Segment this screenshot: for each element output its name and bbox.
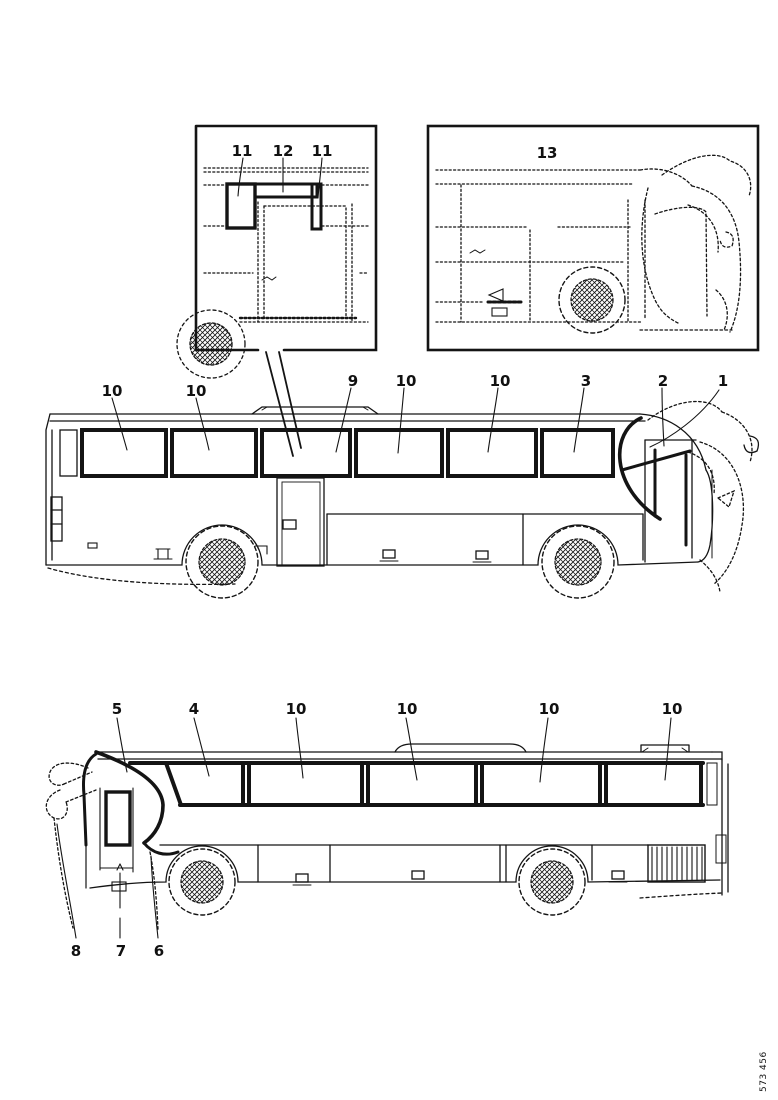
callout-label: 5 [111,700,123,718]
callout-label: 7 [115,942,127,960]
inset-front-cap-sketch [640,155,751,332]
callout-label: 11 [311,142,333,160]
inset-door-wheel-arch [177,310,245,378]
callout-label: 10 [395,372,417,390]
inset-front-arrow-symbol [488,289,523,316]
bus-left-front-wheel [169,849,235,915]
bus-right-front-end [620,402,759,592]
bus-right-front-wheel [542,526,614,598]
callout-label: 13 [536,144,558,162]
roof-hatch-2 [641,745,689,752]
bus-right-side-view [46,388,758,598]
bus-left-windows [130,763,703,805]
callout-label: 2 [657,372,669,390]
callout-label: 9 [347,372,359,390]
driver-window-diagonal [166,763,181,805]
front-edge-bold [84,754,97,845]
callout-label: 4 [188,700,200,718]
bus-left-roof [96,744,722,760]
roof-hatch [252,407,378,414]
bus-left-front-end [46,752,178,930]
entrance-door-window [106,792,130,845]
callout-label: 10 [489,372,511,390]
bus-right-windows [82,430,613,476]
bus-left-rear-end [640,760,728,898]
inset-to-bus-leaders [266,352,301,456]
callout-label: 6 [153,942,165,960]
callout-label: 10 [101,382,123,400]
bus-left-side-view [46,718,728,938]
callout-label: 1 [717,372,729,390]
callout-label: 10 [185,382,207,400]
callout-label: 8 [70,942,82,960]
callout-label: 10 [661,700,683,718]
callout-label: 10 [396,700,418,718]
callout-label: 10 [285,700,307,718]
bus-left-callout-leaders [57,718,671,938]
bus-right-mid-door [277,478,324,566]
roof-hatch-1 [395,744,526,752]
inset-front-wheel [559,267,625,333]
figure-number: 573 456 [759,1051,769,1092]
inset-front-detail [428,126,758,350]
part-11-left-window-pane [227,184,255,228]
bus-right-rear-wheel [186,526,258,598]
bus-right-roof [50,407,645,421]
bus-left-mirror-sketch [46,763,158,930]
callout-label: 12 [272,142,294,160]
inset-door-leader-lines [238,158,322,198]
part-12-top-strip [255,184,317,197]
callout-label: 10 [538,700,560,718]
callout-label: 3 [580,372,592,390]
bus-left-rear-wheel [519,849,585,915]
bus-left-rear-grille [648,845,705,882]
callout-label: 11 [231,142,253,160]
